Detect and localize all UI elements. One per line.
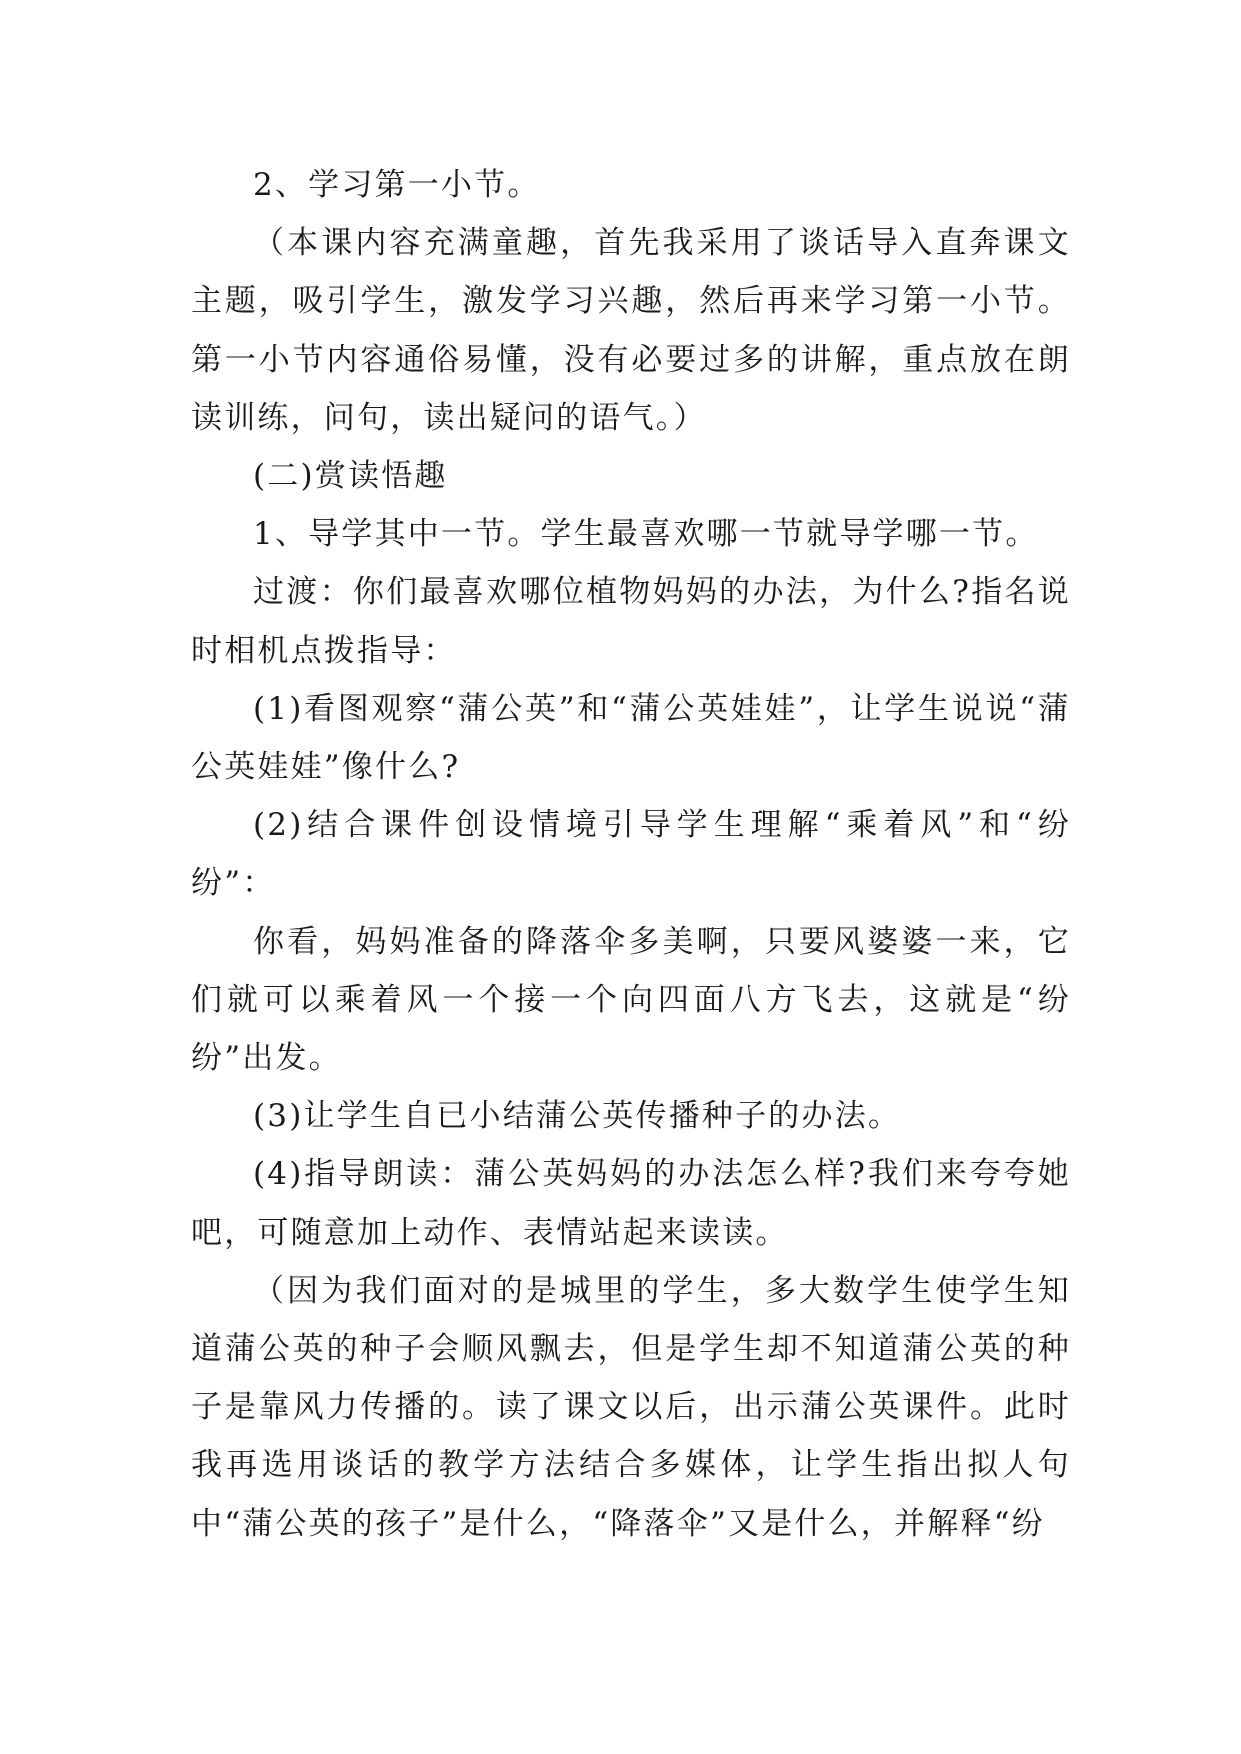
paragraph-transition: 过渡：你们最喜欢哪位植物妈妈的办法，为什么?指名说时相机点拨指导： xyxy=(191,574,1071,669)
paragraph-teaching-note-dandelion: （因为我们面对的是城里的学生，多大数学生使学生知道蒲公英的种子会顺风飘去，但是学生却不知道蒲公英的种子是靠风力传播的。读了课文以后，出示蒲公英课件。此时我再选用谈话的教学方法结合多媒体，让学生指出拟人句中“蒲公英的孩子”是什么，“降落伞”又是什么，并解释“纷 xyxy=(191,1272,1071,1542)
paragraph-parachute-description: 你看，妈妈准备的降落伞多美啊，只要风婆婆一来，它们就可以乘着风一个接一个向四面八方飞去，这就是“纷纷”出发。 xyxy=(191,923,1071,1077)
document-body xyxy=(191,156,1071,1553)
paragraph-step-1: (1)看图观察“蒲公英”和“蒲公英娃娃”，让学生说说“蒲公英娃娃”像什么? xyxy=(191,690,1071,786)
paragraph-study-first-section: 2、学习第一小节。 xyxy=(253,167,541,203)
paragraph-step-4: (4)指导朗读：蒲公英妈妈的办法怎么样?我们来夸夸她吧，可随意加上动作、表情站起来读读。 xyxy=(191,1156,1071,1251)
paragraph-step-2: (2)结合课件创设情境引导学生理解“乘着风”和“纷纷”： xyxy=(191,807,1071,902)
paragraph-step-3: (3)让学生自已小结蒲公英传播种子的办法。 xyxy=(253,1098,902,1135)
paragraph-guided-section: 1、导学其中一节。学生最喜欢哪一节就导学哪一节。 xyxy=(253,516,1039,553)
section-heading-appreciative-reading: (二)赏读悟趣 xyxy=(253,458,448,495)
paragraph-teaching-note-intro: （本课内容充满童趣，首先我采用了谈话导入直奔课文主题，吸引学生，激发学习兴趣，然后再来学习第一小节。第一小节内容通俗易懂，没有必要过多的讲解，重点放在朗读训练，问句，读出疑问的语气。） xyxy=(191,225,1071,436)
